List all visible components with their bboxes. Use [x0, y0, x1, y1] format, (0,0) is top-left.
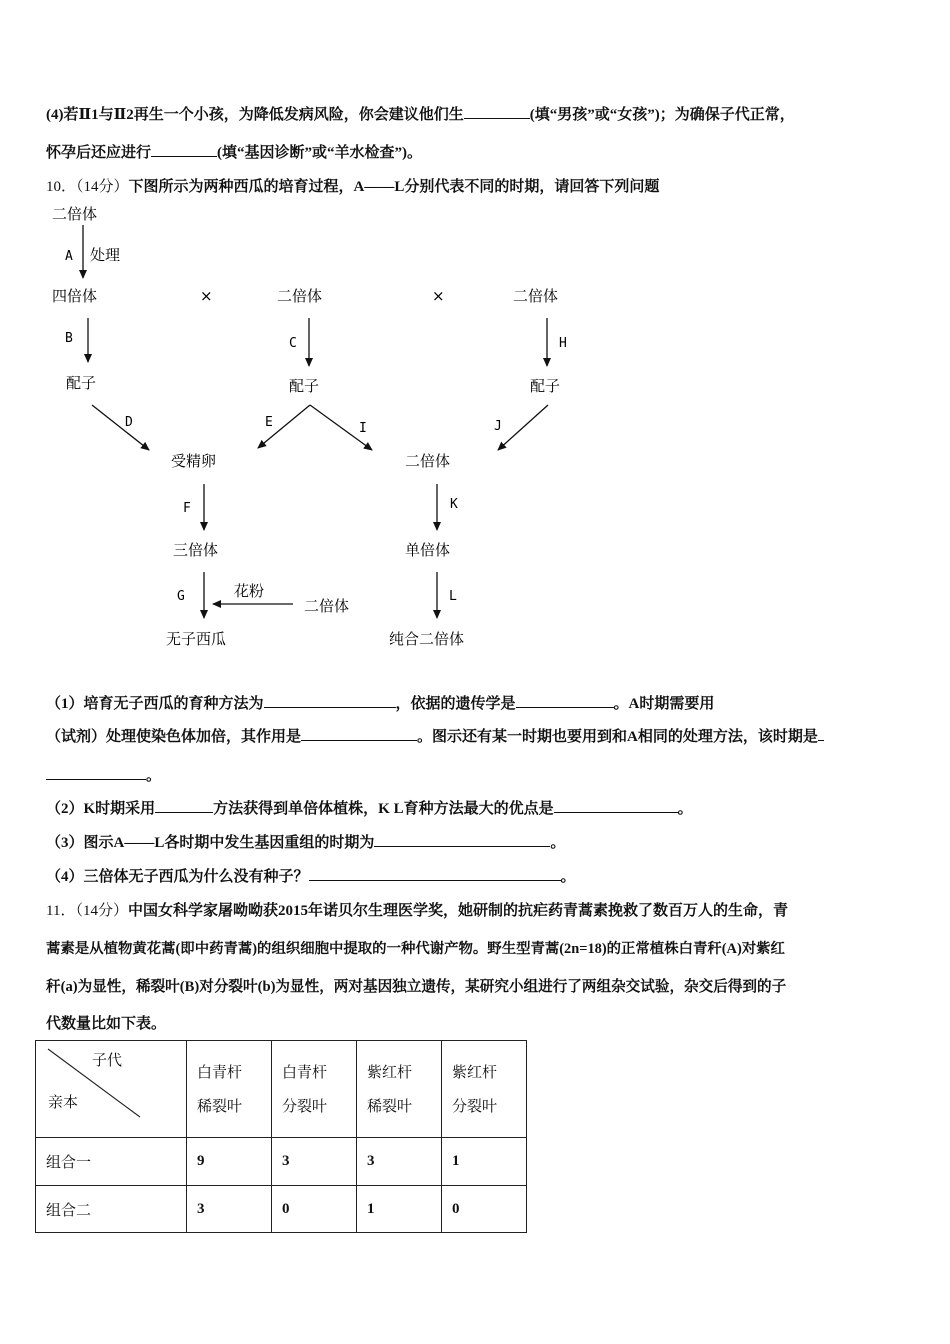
q11-text-2: 蒿素是从植物黄花蒿(即中药青蒿)的组织细胞中提取的一种代谢产物。野生型青蒿(2n=18)的正常植株白青秆(A)对紫红	[46, 941, 785, 957]
q10-sub3-blank[interactable]	[374, 832, 550, 847]
node-pure-diploid: 纯合二倍体	[389, 630, 465, 648]
q10-sub4-text-b: 。	[560, 869, 576, 885]
q11-line-2	[46, 937, 785, 958]
table-cell: 3	[272, 1138, 357, 1186]
table-header-cell	[272, 1041, 357, 1138]
q10-sub1-line2	[46, 725, 824, 746]
q11-text-4: 代数量比如下表。	[46, 1016, 167, 1032]
table-header-cell	[442, 1041, 527, 1138]
q11-line-4	[46, 1012, 166, 1033]
q10-sub1-blank-3[interactable]	[301, 726, 417, 741]
table-corner-cell	[36, 1041, 187, 1138]
table-header-row	[36, 1041, 527, 1138]
table-cell: 9	[187, 1138, 272, 1186]
table-row	[36, 1186, 527, 1233]
node-seedless-watermelon: 无子西瓜	[166, 630, 227, 648]
q10-number: 10．（14分）	[46, 179, 129, 195]
q10-sub1-line3	[46, 764, 161, 785]
header-line-2: 稀裂叶	[367, 1097, 413, 1115]
q10-sub4	[46, 865, 576, 886]
period-letter-g: G	[177, 589, 185, 604]
period-letter-j: J	[494, 419, 502, 434]
arrow-d	[92, 405, 149, 450]
q10-sub1-blank-2[interactable]	[516, 693, 614, 708]
table-header-cell	[357, 1041, 442, 1138]
diagram-arrows	[83, 225, 548, 618]
q10-sub1-line1	[46, 692, 714, 713]
period-letter-f: F	[183, 501, 191, 516]
corner-label-offspring: 子代	[92, 1051, 123, 1069]
q10-sub1-text-d: （试剂）处理使染色体加倍，其作用是	[46, 729, 302, 745]
label-treatment: 处理	[90, 246, 121, 264]
q10-sub3	[46, 831, 565, 852]
table-row	[36, 1138, 527, 1186]
q11-line-3	[46, 975, 786, 996]
label-pollen: 花粉	[234, 582, 265, 600]
q10-sub1-text-e: 。图示还有某一时期也要用到和A相同的处理方法，该时期是	[417, 729, 818, 745]
q10-sub1-blank-4b[interactable]	[46, 765, 146, 780]
table-cell: 1	[442, 1138, 527, 1186]
period-letter-k: K	[450, 497, 458, 512]
q11-text-3: 秆(a)为显性，稀裂叶(B)对分裂叶(b)为显性，两对基因独立遗传，某研究小组进行了两组杂交试验，杂交后得到的子	[46, 979, 787, 995]
period-letter-a: A	[65, 249, 73, 264]
row-label: 组合一	[36, 1138, 187, 1186]
node-diploid-center: 二倍体	[405, 452, 451, 470]
q4-text-b: (填“男孩”或“女孩”)；为确保子代正常，	[529, 107, 795, 123]
header-line-1: 白青杆	[197, 1063, 243, 1081]
q10-sub1-text-c: 。A时期需要用	[613, 696, 715, 712]
node-gamete-right: 配子	[530, 377, 561, 395]
q4-text-c: 怀孕后还应进行	[46, 145, 152, 161]
node-diploid-right: 二倍体	[513, 287, 559, 305]
q10-sub3-text-b: 。	[550, 835, 566, 851]
header-line-2: 分裂叶	[282, 1097, 328, 1115]
arrow-j	[498, 405, 548, 450]
table-cell: 0	[272, 1186, 357, 1233]
cross-symbol-2: ×	[432, 287, 445, 305]
table-cell: 0	[442, 1186, 527, 1233]
q4-blank-2[interactable]	[151, 142, 217, 157]
q10-sub4-text-a: （4）三倍体无子西瓜为什么没有种子？	[46, 869, 309, 885]
node-diploid-top: 二倍体	[52, 205, 98, 223]
header-line-2: 分裂叶	[452, 1097, 498, 1115]
q11-line-1	[46, 899, 788, 920]
period-letter-d: D	[125, 415, 133, 430]
q10-sub1-text-a: （1）培育无子西瓜的育种方法为	[46, 696, 264, 712]
row-label: 组合二	[36, 1186, 187, 1233]
node-gamete-left: 配子	[66, 374, 97, 392]
q10-sub1-text-f: 。	[146, 768, 162, 784]
node-tetraploid: 四倍体	[52, 287, 98, 305]
period-letter-c: C	[289, 336, 297, 351]
node-triploid: 三倍体	[173, 541, 219, 559]
corner-label-parents: 亲本	[48, 1093, 79, 1111]
period-letter-h: H	[559, 336, 567, 351]
table-cell: 1	[357, 1186, 442, 1233]
q10-sub2	[46, 797, 693, 818]
q4-text-a: (4)若Ⅱ1与Ⅱ2再生一个小孩，为降低发病风险，你会建议他们生	[46, 107, 464, 123]
header-line-2: 稀裂叶	[197, 1097, 243, 1115]
q10-sub1-text-b: ，依据的遗传学是	[395, 696, 516, 712]
table-cell: 3	[187, 1186, 272, 1233]
q11-text-1: 中国女科学家屠呦呦获2015年诺贝尔生理医学奖，她研制的抗疟药青蒿素挽救了数百万人的生命，青	[127, 903, 788, 919]
q10-sub1-blank-4a[interactable]	[818, 726, 824, 741]
table-header-cell	[187, 1041, 272, 1138]
q10-sub2-text-a: （2）K时期采用	[46, 801, 156, 817]
q4-blank-1[interactable]	[464, 104, 530, 119]
period-letter-i: I	[359, 421, 367, 436]
q10-sub4-blank[interactable]	[309, 866, 561, 881]
q10-sub2-blank-2[interactable]	[554, 798, 678, 813]
q10-sub2-text-c: 。	[677, 801, 693, 817]
q10-sub2-text-b: 方法获得到单倍体植株，K L育种方法最大的优点是	[213, 801, 554, 817]
node-diploid-mid: 二倍体	[277, 287, 323, 305]
q10-stem-text: 下图所示为两种西瓜的培育过程，A——L分别代表不同的时期，请回答下列问题	[128, 179, 660, 195]
breeding-diagram	[0, 190, 620, 660]
period-letter-b: B	[65, 331, 73, 346]
period-letter-e: E	[265, 415, 273, 430]
node-gamete-mid: 配子	[289, 377, 320, 395]
q10-sub1-blank-1[interactable]	[264, 693, 396, 708]
table-cell: 3	[357, 1138, 442, 1186]
header-line-1: 紫红杆	[452, 1063, 498, 1081]
header-line-1: 白青杆	[282, 1063, 328, 1081]
q4-text-d: (填“基因诊断”或“羊水检查”)。	[217, 145, 423, 161]
q11-number: 11．（14分）	[46, 903, 128, 919]
cross-results-table	[35, 1040, 527, 1233]
q10-sub3-text-a: （3）图示A——L各时期中发生基因重组的时期为	[46, 835, 375, 851]
node-haploid: 单倍体	[405, 541, 451, 559]
node-diploid-pollen-source: 二倍体	[304, 597, 350, 615]
node-zygote: 受精卵	[171, 452, 217, 470]
period-letter-l: L	[449, 589, 457, 604]
q10-sub2-blank-1[interactable]	[155, 798, 213, 813]
q4-line-1	[46, 103, 795, 124]
header-line-1: 紫红杆	[367, 1063, 413, 1081]
q4-line-2	[46, 141, 422, 162]
cross-symbol-1: ×	[200, 287, 213, 305]
